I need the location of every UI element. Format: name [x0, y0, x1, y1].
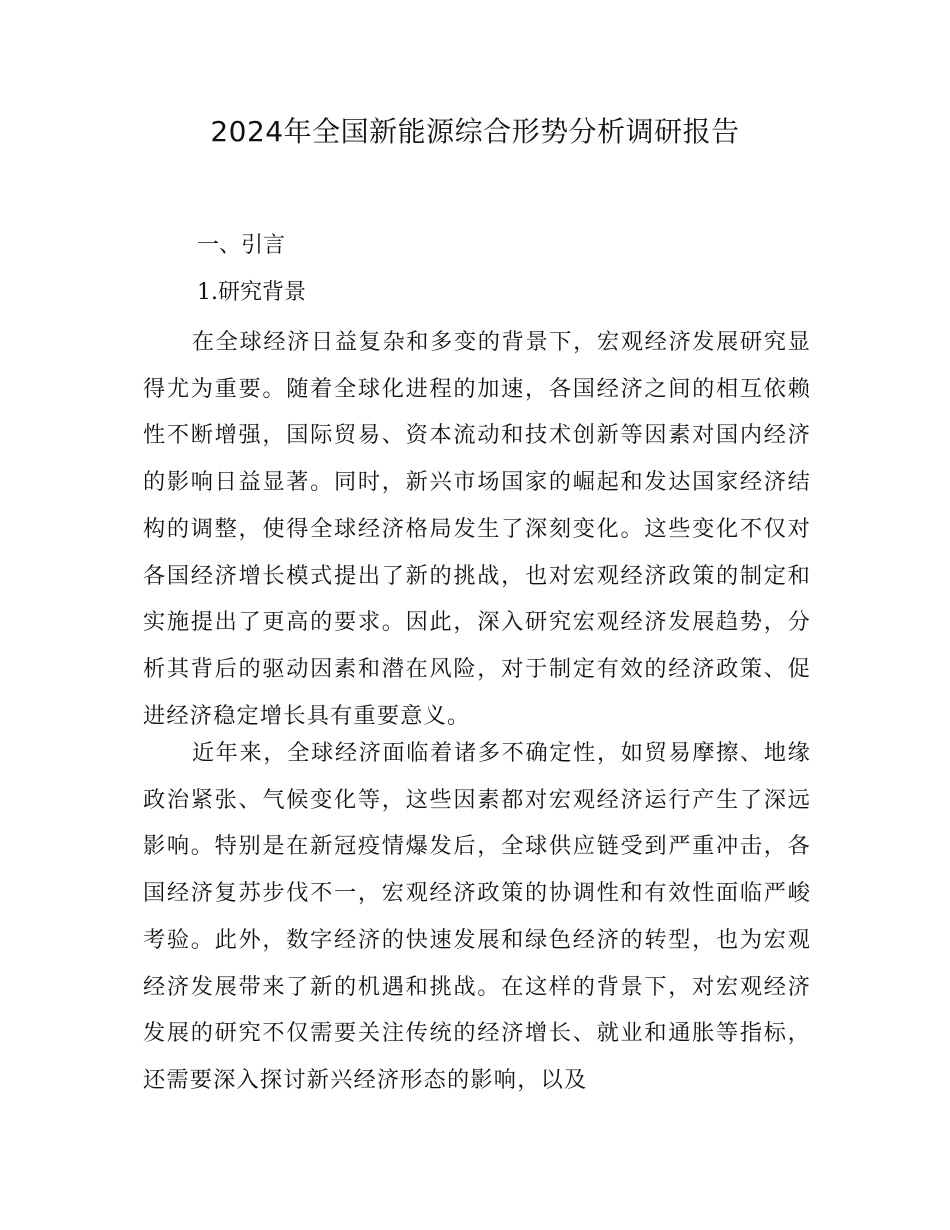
section-heading: 一、引言 [197, 233, 286, 258]
subsection-heading: 1.研究背景 [197, 280, 306, 305]
body-paragraph-1: 在全球经济日益复杂和多变的背景下，宏观经济发展研究显得尤为重要。随着全球化进程的加速，各国经济之间的相互依赖性不断增强，国际贸易、资本流动和技术创新等因素对国内经济的影响日益显著。同时，新兴市场国家的崛起和发达国家经济结构的调整，使得全球经济格局发生了深刻变化。这些变化不仅对各国经济增长模式提出了新的挑战，也对宏观经济政策的制定和实施提出了更高的要求。因此，深入研究宏观经济发展趋势，分析其背后的驱动因素和潜在风险，对于制定有效的经济政策、促进经济稳定增长具有重要意义。 [143, 329, 811, 729]
body-paragraph-2: 近年来，全球经济面临着诸多不确定性，如贸易摩擦、地缘政治紧张、气候变化等，这些因素都对宏观经济运行产生了深远影响。特别是在新冠疫情爆发后，全球供应链受到严重冲击，各国经济复苏步伐不一，宏观经济政策的协调性和有效性面临严峻考验。此外，数字经济的快速发展和绿色经济的转型，也为宏观经济发展带来了新的机遇和挑战。在这样的背景下，对宏观经济发展的研究不仅需要关注传统的经济增长、就业和通胀等指标，还需要深入探讨新兴经济形态的影响，以及 [143, 740, 811, 1093]
document-title: 2024年全国新能源综合形势分析调研报告 [210, 115, 740, 148]
